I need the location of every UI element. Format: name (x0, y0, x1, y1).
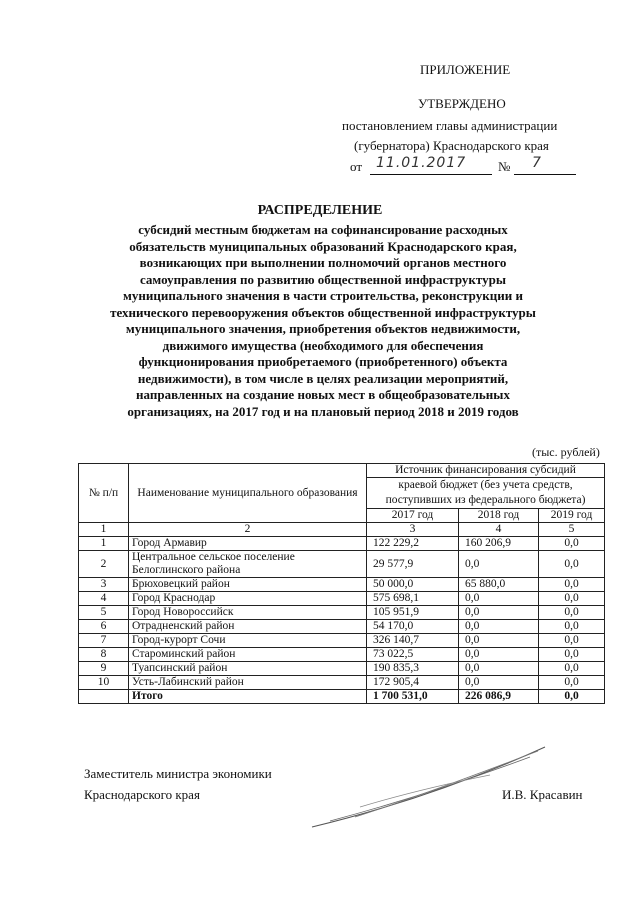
row-2019: 0,0 (539, 592, 605, 606)
row-2018: 0,0 (459, 592, 539, 606)
from-label: от (350, 159, 363, 174)
row-num: 2 (79, 551, 129, 578)
subtitle-line: функционирования приобретаемого (приобретенного) объекта (138, 354, 508, 369)
row-2017: 122 229,2 (367, 537, 459, 551)
appendix-label: ПРИЛОЖЕНИЕ (420, 62, 511, 77)
row-num: 4 (79, 592, 129, 606)
row-num: 9 (79, 662, 129, 676)
approved-label: УТВЕРЖДЕНО (418, 96, 506, 111)
row-num: 1 (79, 537, 129, 551)
total-2017: 1 700 531,0 (367, 690, 459, 704)
col-index: 1 (79, 523, 129, 537)
document-subtitle (88, 222, 558, 420)
total-2019: 0,0 (539, 690, 605, 704)
row-2018: 0,0 (459, 648, 539, 662)
row-name: Староминский район (129, 648, 367, 662)
table-row (79, 676, 605, 690)
row-2019: 0,0 (539, 662, 605, 676)
row-2018: 0,0 (459, 676, 539, 690)
col-index: 5 (539, 523, 605, 537)
subtitle-line: движимого имущества (необходимого для обеспечения (162, 337, 484, 353)
row-2018: 0,0 (459, 551, 539, 578)
table-row (79, 620, 605, 634)
header-year: 2018 год (459, 509, 539, 523)
row-name: Усть-Лабинский район (129, 676, 367, 690)
table-row (79, 634, 605, 648)
handwritten-number: 7 (532, 155, 542, 171)
row-2017: 172 905,4 (367, 676, 459, 690)
table-header-row (79, 464, 605, 478)
row-name: Город Новороссийск (129, 606, 367, 620)
row-2017: 73 022,5 (367, 648, 459, 662)
subsidy-table (78, 463, 605, 704)
decree-line-2: (губернатора) Краснодарского края (354, 138, 549, 153)
header-year: 2019 год (539, 509, 605, 523)
row-name: Туапсинский район (129, 662, 367, 676)
row-2018: 0,0 (459, 662, 539, 676)
header-num: № п/п (79, 464, 129, 523)
row-2018: 0,0 (459, 634, 539, 648)
subtitle-line: технического перевооружения объектов общественной инфраструктуры (110, 304, 536, 320)
row-2018: 65 880,0 (459, 578, 539, 592)
row-2017: 190 835,3 (367, 662, 459, 676)
subtitle-line: самоуправления по развитию общественной инфраструктуры (139, 271, 506, 287)
number-label: № (498, 159, 511, 174)
table-row (79, 537, 605, 551)
document-title: РАСПРЕДЕЛЕНИЕ (257, 203, 383, 218)
decree-line-1: постановлением главы администрации (342, 118, 558, 133)
subtitle-line: возникающих при выполнении полномочий органов местного (139, 255, 507, 270)
table-row (79, 648, 605, 662)
total-label: Итого (129, 690, 367, 704)
row-name: Город Армавир (129, 537, 367, 551)
row-2019: 0,0 (539, 578, 605, 592)
col-index: 2 (129, 523, 367, 537)
header-source: Источник финансирования субсидий (367, 464, 605, 478)
subtitle-line: обязательств муниципальных образований Краснодарского края, (129, 238, 517, 254)
row-2017: 50 000,0 (367, 578, 459, 592)
row-num: 10 (79, 676, 129, 690)
handwritten-signature (300, 735, 560, 835)
row-num: 8 (79, 648, 129, 662)
row-2017: 326 140,7 (367, 634, 459, 648)
row-name: Брюховецкий район (129, 578, 367, 592)
row-2017: 575 698,1 (367, 592, 459, 606)
row-name: Город Краснодар (129, 592, 367, 606)
row-2017: 54 170,0 (367, 620, 459, 634)
subtitle-line: муниципального значения в части строительства, реконструкции и (123, 288, 523, 303)
row-num: 7 (79, 634, 129, 648)
subtitle-line: субсидий местным бюджетам на софинансирование расходных (138, 222, 508, 237)
row-2019: 0,0 (539, 537, 605, 551)
subtitle-line: организациях, на 2017 год и на плановый период 2018 и 2019 годов (127, 403, 519, 419)
header-budget: краевой бюджет (без учета средств, поступивших из федерального бюджета) (367, 478, 605, 509)
col-index: 4 (459, 523, 539, 537)
col-index: 3 (367, 523, 459, 537)
row-2018: 0,0 (459, 620, 539, 634)
units-label: (тыс. рублей) (532, 445, 600, 459)
date-underline (370, 174, 492, 175)
row-2018: 160 206,9 (459, 537, 539, 551)
header-name: Наименование муниципального образования (129, 464, 367, 523)
number-underline (514, 174, 576, 175)
row-2019: 0,0 (539, 551, 605, 578)
header-year: 2017 год (367, 509, 459, 523)
row-name: Центральное сельское поселение Белоглинского района (129, 551, 367, 578)
row-name: Отрадненский район (129, 620, 367, 634)
row-2019: 0,0 (539, 634, 605, 648)
table-row (79, 578, 605, 592)
row-2019: 0,0 (539, 648, 605, 662)
total-num (79, 690, 129, 704)
table-row (79, 592, 605, 606)
row-num: 6 (79, 620, 129, 634)
row-2019: 0,0 (539, 606, 605, 620)
signatory-position-line-1: Заместитель министра экономики (84, 766, 272, 781)
row-name: Город-курорт Сочи (129, 634, 367, 648)
total-2018: 226 086,9 (459, 690, 539, 704)
row-num: 3 (79, 578, 129, 592)
subtitle-line: недвижимости), в том числе в целях реализации мероприятий, (137, 370, 509, 386)
subtitle-line: направленных на создание новых мест в общеобразовательных (136, 387, 510, 402)
row-2017: 29 577,9 (367, 551, 459, 578)
row-2017: 105 951,9 (367, 606, 459, 620)
table-total-row (79, 690, 605, 704)
table-row (79, 551, 605, 578)
signatory-name: И.В. Красавин (502, 787, 583, 802)
signatory-position-line-2: Краснодарского края (84, 787, 200, 802)
table-row (79, 606, 605, 620)
table-index-row (79, 523, 605, 537)
row-2018: 0,0 (459, 606, 539, 620)
row-2019: 0,0 (539, 620, 605, 634)
subtitle-line: муниципального значения, приобретения объектов недвижимости, (125, 321, 521, 336)
table-body (79, 537, 605, 690)
handwritten-date: 11.01.2017 (376, 155, 467, 171)
row-2019: 0,0 (539, 676, 605, 690)
table-row (79, 662, 605, 676)
row-num: 5 (79, 606, 129, 620)
